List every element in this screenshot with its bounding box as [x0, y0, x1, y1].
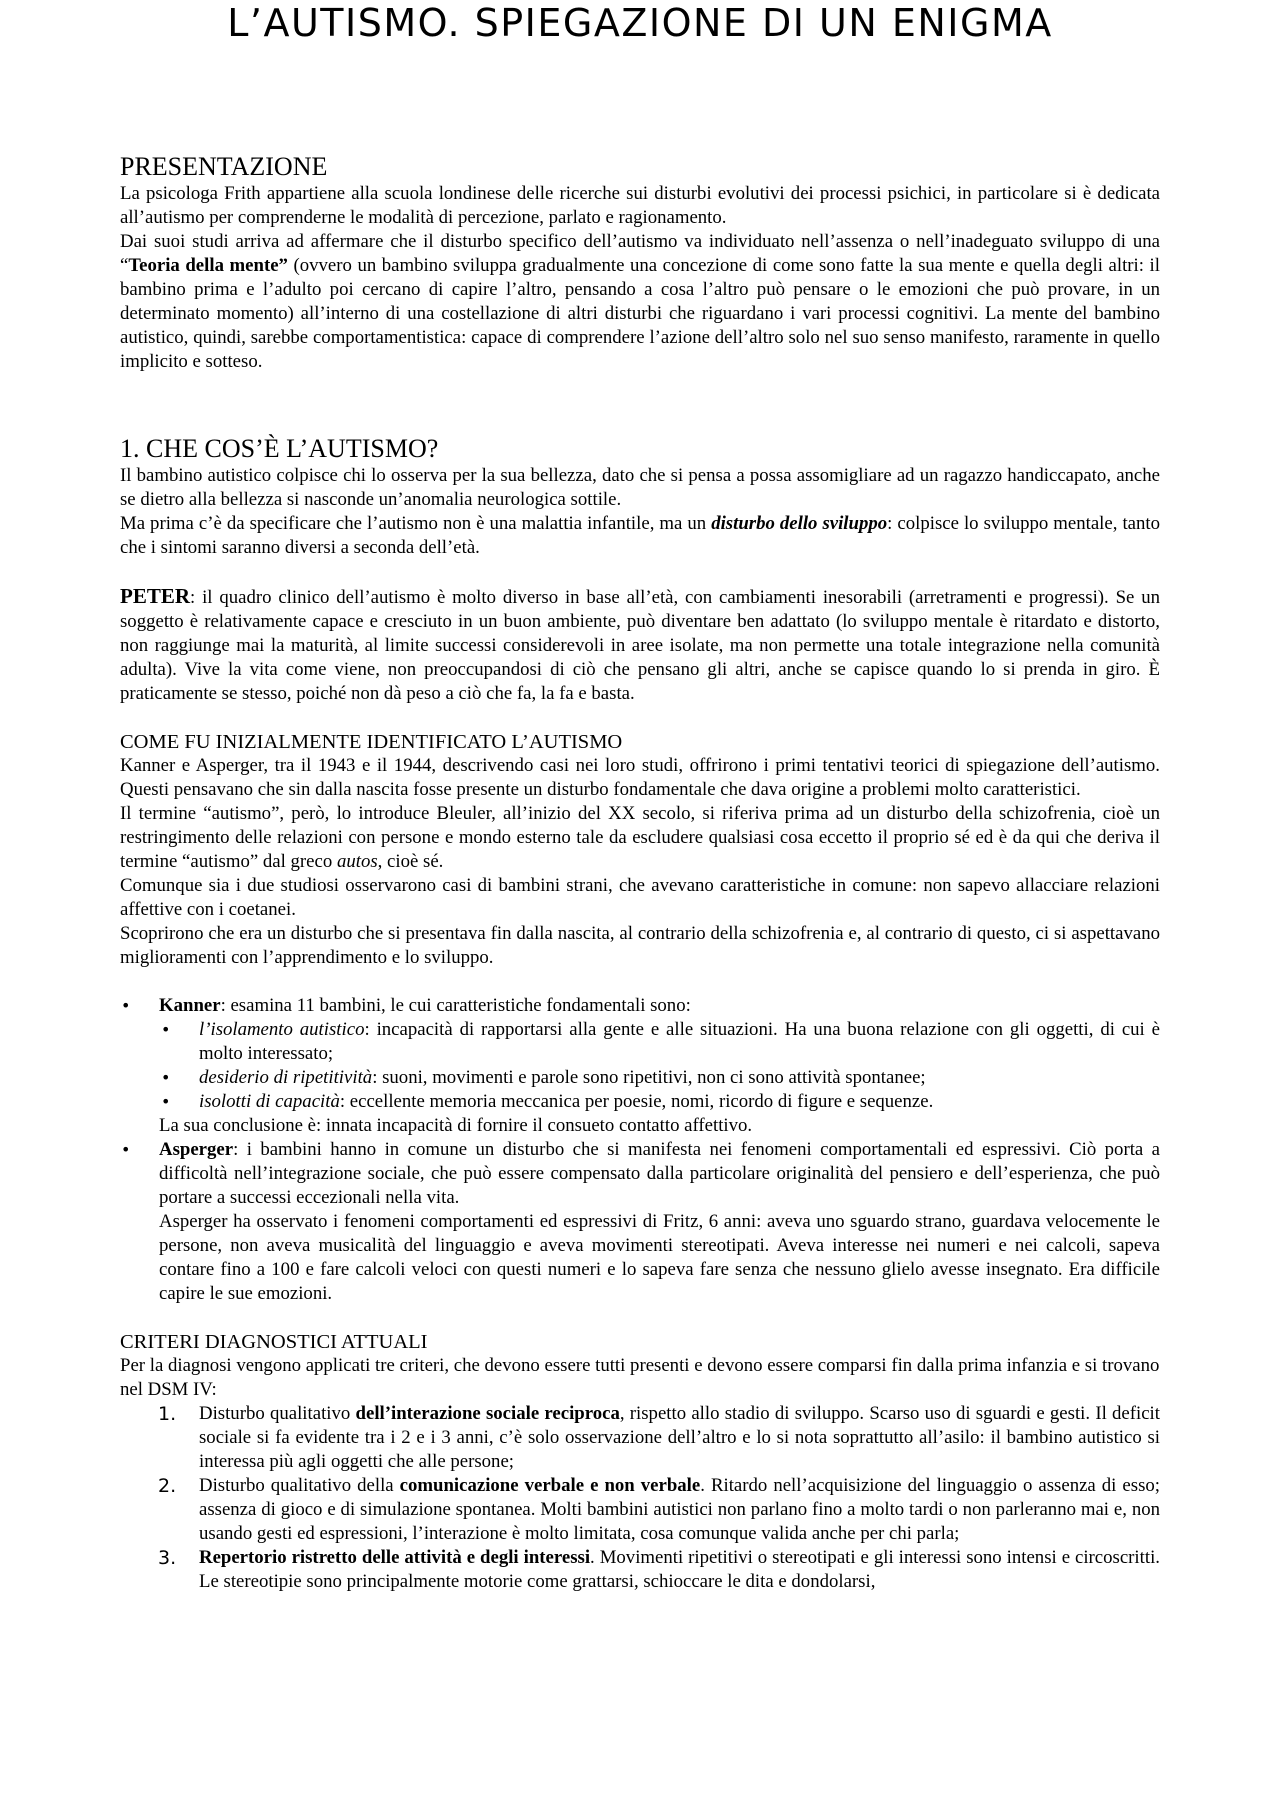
heading-presentazione: PRESENTAZIONE	[120, 152, 328, 181]
text: Kanner e Asperger, tra il 1943 e il 1944, descrivendo casi nei loro studi, offrirono i primi tentativi teorici di spiegazione dell’autismo. Questi pensavano che sin dalla nascita fosse presente un disturbo fondamentale che dava origine a problemi molto caratteristici.	[120, 755, 1160, 800]
heading-identificazione: COME FU INIZIALMENTE IDENTIFICATO L’AUTISMO	[120, 731, 623, 753]
text: , cioè sé.	[377, 851, 444, 872]
text: . Movimenti ripetitivi o stereotipati e gli interessi sono intensi e circoscritti. Le stereotipie sono principalmente motorie come grattarsi, schioccare le dita e dondolarsi,	[199, 1547, 1160, 1592]
bullet-list	[120, 994, 1160, 1306]
document-body	[120, 152, 1160, 1594]
list-item	[120, 1474, 1160, 1546]
list-item-asperger	[120, 1138, 1160, 1306]
text: (ovvero un bambino sviluppa gradualmente una concezione di come sono fatte la sua mente e quella degli altri: il bambino prima e l’adulto poi cercano di capire l’altro, pensando a cosa l’altro può pensare o le emozioni che può provare, in un determinato momento) all’interno di una costellazione di altri disturbi che riguardano i vari processi cognitivi. La mente del bambino autistico, quindi, sarebbe comportamentistica: capace di comprendere l’azione dell’altro solo nel suo senso manifesto, raramente in quello implicito e sotteso.	[120, 255, 1160, 372]
paragraph	[120, 512, 1160, 560]
text: Il bambino autistico colpisce chi lo osserva per la sua bellezza, dato che si pensa a possa assomigliare ad un ragazzo handiccapato, anche se dietro alla bellezza si nasconde un’anomalia neurologica sottile.	[120, 465, 1160, 510]
list-number: 1.	[158, 1403, 177, 1425]
text: : suoni, movimenti e parole sono ripetitivi, non ci sono attività spontanee;	[372, 1067, 926, 1088]
list-item-kanner	[120, 994, 1160, 1138]
bold-term: comunicazione verbale e non verbale	[399, 1475, 701, 1496]
list-item	[120, 1090, 1160, 1114]
kanner-label: Kanner	[159, 995, 221, 1016]
text: : colpisce lo sviluppo mentale, tanto che i sintomi saranno diversi a seconda dell’età.	[120, 513, 1160, 558]
text: : i bambini hanno in comune un disturbo che si manifesta nei fenomeni comportamentali ed espressivi. Ciò porta a difficoltà nell’integrazione sociale, che può essere compensato dalla particolare originalità del pensiero e dell’esperienza, che può portare a successi eccezionali nella vita.	[159, 1139, 1160, 1208]
paragraph	[120, 464, 1160, 512]
text: . Ritardo nell’acquisizione del linguaggio o assenza di esso; assenza di gioco e di simulazione spontanea. Molti bambini autistici non parlano fino a molto tardi o non parleranno mai e, non usando gesti ed espressioni, l’interazione è molto limitata, cosa comunque valida anche per chi parla;	[199, 1475, 1160, 1544]
list-item	[120, 1546, 1160, 1594]
document-title: L’AUTISMO. SPIEGAZIONE DI UN ENIGMA	[227, 1, 1053, 45]
bullet-icon: •	[121, 1140, 131, 1159]
bullet-icon: •	[161, 1092, 171, 1111]
paragraph	[120, 922, 1160, 970]
paragraph	[120, 230, 1160, 374]
paragraph-peter	[120, 584, 1160, 706]
text: Disturbo qualitativo	[199, 1403, 356, 1424]
paragraph	[120, 802, 1160, 874]
text: Il termine “autismo”, però, lo introduce Bleuler, all’inizio del XX secolo, si riferiva prima ad un disturbo della schizofrenia, cioè un restringimento delle relazioni con persone e mondo esterno tale da escludere qualsiasi cosa eccetto il proprio sé ed è da qui che deriva il termine “autismo” dal greco	[120, 803, 1160, 872]
italic-term: autos	[336, 851, 378, 872]
text: Ma prima c’è da specificare che l’autismo non è una malattia infantile, ma un	[120, 513, 712, 534]
asperger-label: Asperger	[159, 1139, 234, 1160]
italic-term: l’isolamento autistico	[199, 1019, 365, 1040]
text: Per la diagnosi vengono applicati tre criteri, che devono essere tutti presenti e devono essere comparsi fin dalla prima infanzia e si trovano nel DSM IV:	[120, 1355, 1160, 1400]
text: Disturbo qualitativo della	[199, 1475, 400, 1496]
list-item	[120, 1402, 1160, 1474]
paragraph	[120, 754, 1160, 802]
italic-term: desiderio di ripetitività	[199, 1067, 373, 1088]
list-item	[120, 1018, 1160, 1066]
bold-term: Repertorio ristretto delle attività e degli interessi	[199, 1547, 591, 1568]
list-number: 2.	[158, 1475, 177, 1497]
heading-criteri: CRITERI DIAGNOSTICI ATTUALI	[120, 1331, 428, 1353]
list-number: 3.	[158, 1547, 177, 1569]
list-item	[120, 1066, 1160, 1090]
text: Scoprirono che era un disturbo che si presentava fin dalla nascita, al contrario della schizofrenia e, al contrario di questo, ci si aspettavano miglioramenti con l’apprendimento e lo sviluppo.	[120, 923, 1160, 968]
kanner-conclusion: La sua conclusione è: innata incapacità di fornire il consueto contatto affettivo.	[159, 1115, 753, 1136]
text: : incapacità di rapportarsi alla gente e alle situazioni. Ha una buona relazione con gli oggetti, di cui è molto interessato;	[199, 1019, 1160, 1064]
text: Dai suoi studi arriva ad affermare che il disturbo specifico dell’autismo va individuato nell’assenza o nell’inadeguato sviluppo di una “	[120, 231, 1160, 276]
bold-italic-term: disturbo dello sviluppo	[711, 513, 888, 534]
italic-term: isolotti di capacità	[199, 1091, 340, 1112]
text: , rispetto allo stadio di sviluppo. Scarso uso di sguardi e gesti. Il deficit sociale si fa evidente tra i 2 e i 3 anni, c’è solo osservazione dell’altro e lo si nota soprattutto all’asilo: il bambino autistico si interessa più agli oggetti che alle persone;	[199, 1403, 1160, 1472]
bullet-icon: •	[161, 1020, 171, 1039]
heading-che-cos-e: 1. CHE COS’È L’AUTISMO?	[120, 434, 439, 463]
peter-label: PETER	[120, 584, 191, 608]
numbered-list	[120, 1402, 1160, 1594]
text: Asperger ha osservato i fenomeni comportamenti ed espressivi di Fritz, 6 anni: aveva uno sguardo strano, guardava velocemente le persone, non aveva musicalità del linguaggio e aveva movimenti stereotipati. Aveva interesse nei numeri e nei calcoli, sapeva contare fino a 100 e fare calcoli veloci con questi numeri e lo sapeva fare senza che nessuno glielo avesse insegnato. Era difficile capire le sue emozioni.	[159, 1211, 1160, 1304]
text: Comunque sia i due studiosi osservarono casi di bambini strani, che avevano caratteristiche in comune: non sapevo allacciare relazioni affettive con i coetanei.	[120, 875, 1160, 920]
bullet-icon: •	[161, 1068, 171, 1087]
bullet-icon: •	[121, 996, 131, 1015]
text: : esamina 11 bambini, le cui caratteristiche fondamentali sono:	[220, 995, 691, 1016]
text: : il quadro clinico dell’autismo è molto diverso in base all’età, con cambiamenti inesorabili (arretramenti e progressi). Se un soggetto è relativamente capace e cresciuto in un buon ambiente, può diventare ben adattato (lo sviluppo mentale è ritardato e distorto, non raggiunge mai la maturità, al limite successi considerevoli in aree isolate, ma non permette una totale integrazione nella comunità adulta). Vive la vita come viene, non preoccupandosi di ciò che pensano gli altri, anche se capisce quando lo si prenda in giro. È praticamente se stesso, poiché non dà peso a ciò che fa, la fa e basta.	[120, 587, 1160, 704]
paragraph	[120, 874, 1160, 922]
bold-term: dell’interazione sociale reciproca	[355, 1403, 620, 1424]
paragraph	[120, 182, 1160, 230]
bold-term: Teoria della mente”	[128, 255, 288, 276]
paragraph	[120, 1354, 1160, 1402]
sub-bullet-list	[159, 1018, 1160, 1114]
text: La psicologa Frith appartiene alla scuola londinese delle ricerche sui disturbi evolutivi dei processi psichici, in particolare si è dedicata all’autismo per comprenderne le modalità di percezione, parlato e ragionamento.	[120, 183, 1160, 228]
text: : eccellente memoria meccanica per poesie, nomi, ricordo di figure e sequenze.	[339, 1091, 934, 1112]
